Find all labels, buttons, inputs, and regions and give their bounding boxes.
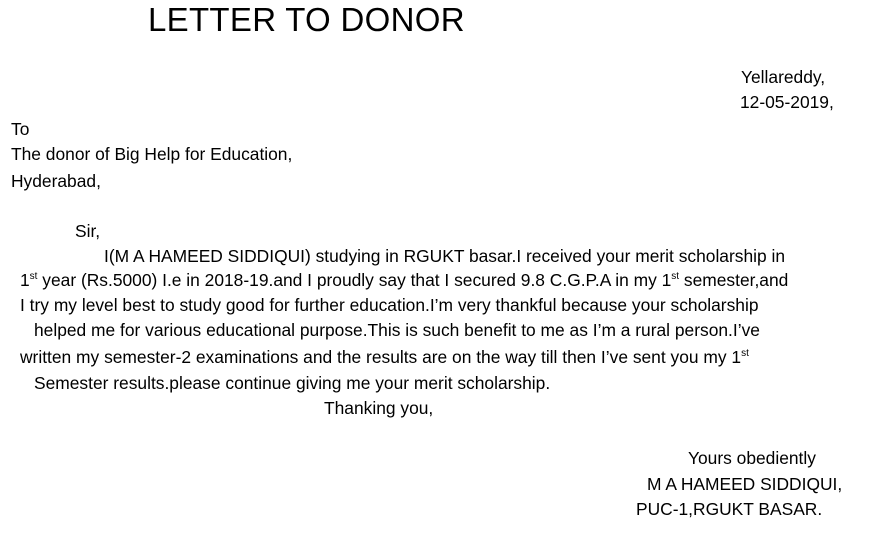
body-line-6: Semester results.please continue giving me your merit scholarship.: [34, 373, 551, 393]
body-line-4: helped me for various educational purpose.This is such benefit to me as I’m a rural person.I’ve: [34, 320, 760, 340]
superscript-st: st: [741, 348, 749, 360]
salutation: Sir,: [75, 221, 101, 241]
closing-yours: Yours obediently: [688, 448, 816, 468]
signature-class: PUC-1,RGUKT BASAR.: [636, 499, 823, 519]
sender-place: Yellareddy,: [741, 67, 826, 87]
body-line-2: [20, 269, 788, 291]
recipient-name: The donor of Big Help for Education,: [11, 144, 293, 164]
thanking-line: Thanking you,: [324, 398, 434, 418]
recipient-city: Hyderabad,: [11, 171, 101, 191]
letter-title: LETTER TO DONOR: [148, 1, 465, 38]
body-line-5-text: written my semester-2 examinations and the results are on the way till then I’ve sent you my 1: [20, 347, 742, 367]
recipient-to: To: [11, 119, 30, 139]
body-line-2-part-c: semester,and: [679, 270, 789, 290]
body-line-1: I(M A HAMEED SIDDIQUI) studying in RGUKT basar.I received your merit scholarship in: [104, 246, 786, 266]
body-line-2-part-a: 1: [20, 270, 30, 290]
body-line-2-part-b: year (Rs.5000) I.e in 2018-19.and I proudly say that I secured 9.8 C.G.P.A in my 1: [37, 270, 672, 290]
letter-date: 12-05-2019,: [740, 92, 834, 112]
signature-name: M A HAMEED SIDDIQUI,: [647, 474, 843, 494]
superscript-st: st: [671, 271, 680, 283]
superscript-st: st: [29, 271, 38, 283]
body-line-5: [20, 346, 749, 368]
body-line-3: I try my level best to study good for further education.I’m very thankful because your scholarship: [20, 295, 759, 315]
